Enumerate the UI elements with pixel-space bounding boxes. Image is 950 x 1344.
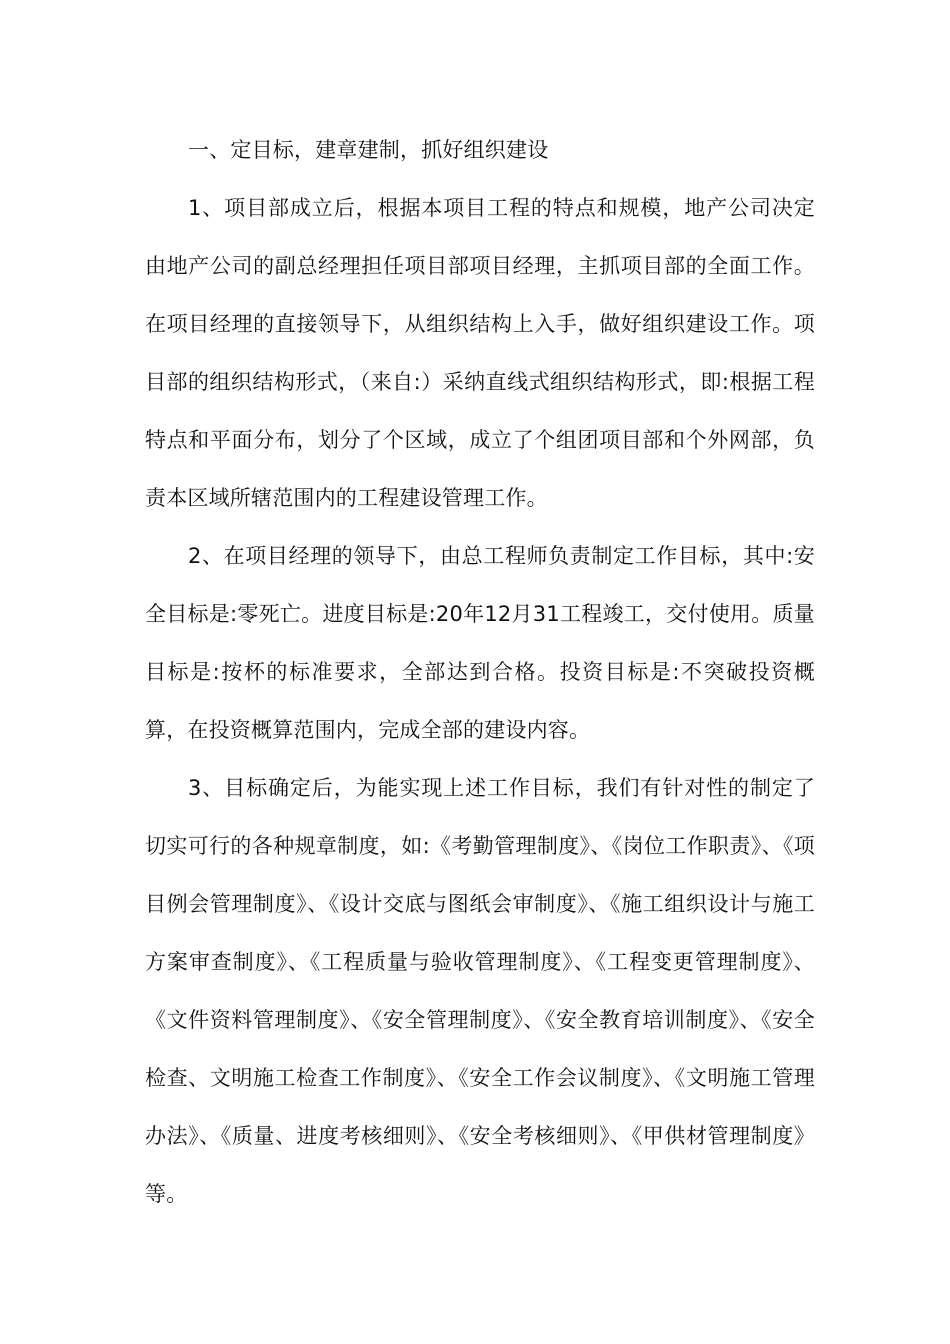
- document-body: [145, 121, 815, 1223]
- paragraph-2: 2、在项目经理的领导下，由总工程师负责制定工作目标，其中:安全目标是:零死亡。进度目标是:20年12月31工程竣工，交付使用。质量目标是:按杯的标准要求，全部达到合格。投资目标是:不突破投资概算，在投资概算范围内，完成全部的建设内容。: [145, 544, 815, 742]
- paragraph-3: 3、目标确定后，为能实现上述工作目标，我们有针对性的制定了切实可行的各种规章制度，如:《考勤管理制度》、《岗位工作职责》、《项目例会管理制度》、《设计交底与图纸会审制度》、《施工组织设计与施工方案审查制度》、《工程质量与验收管理制度》、《工程变更管理制度》、《文件资料管理制度》、《安全管理制度》、《安全教育培训制度》、《安全检查、文明施工检查工作制度》、《安全工作会议制度》、《文明施工管理办法》、《质量、进度考核细则》、《安全考核细则》、《甲供材管理制度》等。: [145, 776, 815, 1206]
- section-heading: 一、定目标，建章建制，抓好组织建设: [188, 138, 549, 162]
- paragraph-1: 1、项目部成立后，根据本项目工程的特点和规模，地产公司决定由地产公司的副总经理担任项目部项目经理，主抓项目部的全面工作。在项目经理的直接领导下，从组织结构上入手，做好组织建设工作。项目部的组织结构形式，（来自:）采纳直线式组织结构形式，即:根据工程特点和平面分布，划分了个区域，成立了个组团项目部和个外网部，负责本区域所辖范围内的工程建设管理工作。: [145, 196, 815, 510]
